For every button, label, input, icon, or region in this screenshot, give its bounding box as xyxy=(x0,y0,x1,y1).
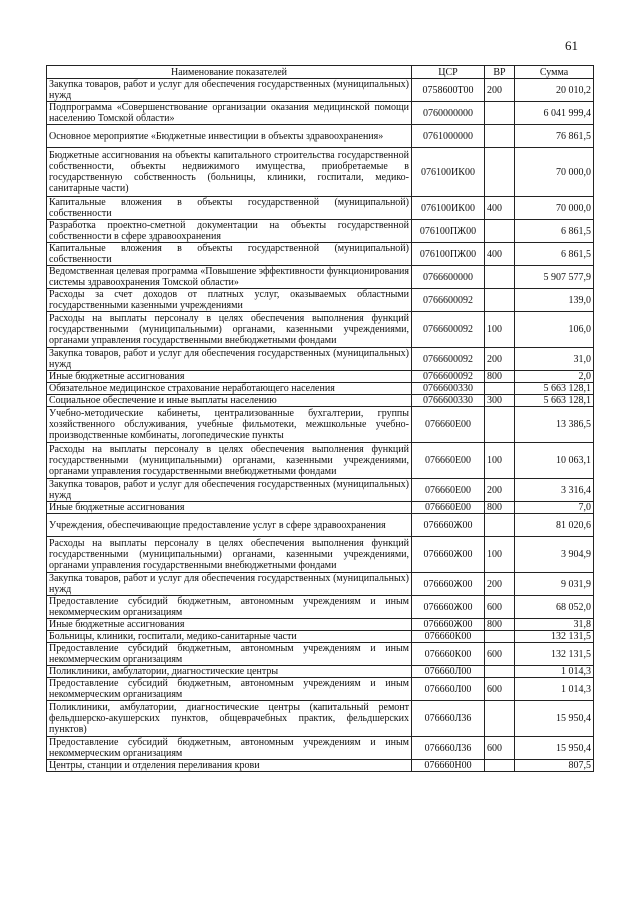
row-sum: 70 000,0 xyxy=(515,197,594,220)
row-csr: 076660Ж00 xyxy=(412,596,485,619)
table-row xyxy=(47,371,594,383)
row-vr: 800 xyxy=(485,502,515,514)
table-row xyxy=(47,537,594,573)
row-vr xyxy=(485,631,515,643)
row-vr: 200 xyxy=(485,573,515,596)
row-name: Предоставление субсидий бюджетным, автономным учреждениям и иным некоммерческим организациям xyxy=(47,737,412,760)
row-name: Закупка товаров, работ и услуг для обеспечения государственных (муниципальных) нужд xyxy=(47,348,412,371)
row-vr xyxy=(485,125,515,148)
row-name: Иные бюджетные ассигнования xyxy=(47,502,412,514)
row-sum: 76 861,5 xyxy=(515,125,594,148)
table-row xyxy=(47,666,594,678)
row-sum: 20 010,2 xyxy=(515,79,594,102)
row-vr xyxy=(485,666,515,678)
row-sum: 139,0 xyxy=(515,289,594,312)
row-name: Центры, станции и отделения переливания крови xyxy=(47,760,412,772)
row-name: Закупка товаров, работ и услуг для обеспечения государственных (муниципальных) нужд xyxy=(47,79,412,102)
row-sum: 6 861,5 xyxy=(515,220,594,243)
row-csr: 076660Ж00 xyxy=(412,619,485,631)
row-vr: 200 xyxy=(485,348,515,371)
table-row xyxy=(47,348,594,371)
row-vr: 200 xyxy=(485,79,515,102)
row-csr: 076660К00 xyxy=(412,643,485,666)
row-vr xyxy=(485,220,515,243)
table-row xyxy=(47,737,594,760)
header-name: Наименование показателей xyxy=(47,66,412,79)
row-name: Подпрограмма «Совершенствование организации оказания медицинской помощи населению Томской области» xyxy=(47,102,412,125)
table-row xyxy=(47,596,594,619)
row-csr: 0766600092 xyxy=(412,312,485,348)
row-vr: 600 xyxy=(485,643,515,666)
row-csr: 076660Л00 xyxy=(412,666,485,678)
row-name: Учреждения, обеспечивающие предоставление услуг в сфере здравоохранения xyxy=(47,514,412,537)
table-row xyxy=(47,266,594,289)
page-number: 61 xyxy=(565,38,578,53)
table-row xyxy=(47,312,594,348)
row-csr: 076660К00 xyxy=(412,631,485,643)
table-row xyxy=(47,220,594,243)
row-csr: 0758600Т00 xyxy=(412,79,485,102)
row-csr: 076660Л36 xyxy=(412,701,485,737)
row-vr: 100 xyxy=(485,443,515,479)
row-csr: 076660Е00 xyxy=(412,479,485,502)
header-sum: Сумма xyxy=(515,66,594,79)
row-name: Расходы на выплаты персоналу в целях обеспечения выполнения функций государственными (муниципальными) органами, казенными учреждениями, органами управления государственными внебюджетными фондами xyxy=(47,312,412,348)
row-name: Разработка проектно-сметной документации на объекты государственной собственности в сфере здравоохранения xyxy=(47,220,412,243)
row-name: Предоставление субсидий бюджетным, автономным учреждениям и иным некоммерческим организациям xyxy=(47,643,412,666)
table-row xyxy=(47,148,594,197)
row-name: Бюджетные ассигнования на объекты капитального строительства государственной собственности, объекты недвижимого имущества, приобретаемые в государственную собственность (больницы, клиники, госпитали, медико-санитарные части) xyxy=(47,148,412,197)
row-name: Учебно-методические кабинеты, централизованные бухгалтерии, группы хозяйственного обслуживания, учебные фильмотеки, межшкольные учебно-производственные комбинаты, логопедические пункты xyxy=(47,407,412,443)
row-csr: 076660Е00 xyxy=(412,443,485,479)
row-vr: 800 xyxy=(485,619,515,631)
row-sum: 9 031,9 xyxy=(515,573,594,596)
row-csr: 0760000000 xyxy=(412,102,485,125)
row-sum: 15 950,4 xyxy=(515,737,594,760)
row-csr: 076660Н00 xyxy=(412,760,485,772)
row-sum: 3 316,4 xyxy=(515,479,594,502)
row-vr xyxy=(485,148,515,197)
row-csr: 076660Л36 xyxy=(412,737,485,760)
table-row xyxy=(47,619,594,631)
row-vr: 200 xyxy=(485,479,515,502)
row-name: Иные бюджетные ассигнования xyxy=(47,371,412,383)
row-vr xyxy=(485,407,515,443)
row-csr: 076100ПЖ00 xyxy=(412,243,485,266)
table-body xyxy=(47,79,594,772)
row-sum: 106,0 xyxy=(515,312,594,348)
row-name: Закупка товаров, работ и услуг для обеспечения государственных (муниципальных) нужд xyxy=(47,573,412,596)
row-sum: 6 861,5 xyxy=(515,243,594,266)
table-row xyxy=(47,289,594,312)
row-name: Закупка товаров, работ и услуг для обеспечения государственных (муниципальных) нужд xyxy=(47,479,412,502)
table-row xyxy=(47,243,594,266)
row-vr: 100 xyxy=(485,312,515,348)
row-sum: 15 950,4 xyxy=(515,701,594,737)
row-vr: 600 xyxy=(485,596,515,619)
table-row xyxy=(47,631,594,643)
row-csr: 0766600330 xyxy=(412,383,485,395)
table-row xyxy=(47,573,594,596)
row-sum: 13 386,5 xyxy=(515,407,594,443)
row-name: Поликлиники, амбулатории, диагностические центры xyxy=(47,666,412,678)
table-row xyxy=(47,383,594,395)
table-row xyxy=(47,443,594,479)
row-csr: 0766600092 xyxy=(412,371,485,383)
header-csr: ЦСР xyxy=(412,66,485,79)
row-sum: 70 000,0 xyxy=(515,148,594,197)
row-vr: 600 xyxy=(485,737,515,760)
row-vr: 400 xyxy=(485,243,515,266)
row-sum: 10 063,1 xyxy=(515,443,594,479)
row-sum: 807,5 xyxy=(515,760,594,772)
table-row xyxy=(47,502,594,514)
row-vr: 600 xyxy=(485,678,515,701)
table-header-row xyxy=(47,66,594,79)
table-row xyxy=(47,102,594,125)
row-sum: 132 131,5 xyxy=(515,631,594,643)
table-row xyxy=(47,643,594,666)
row-name: Поликлиники, амбулатории, диагностические центры (капитальный ремонт фельдшерско-акушерских пунктов, общеврачебных практик, фельдшерских пунктов) xyxy=(47,701,412,737)
row-sum: 31,0 xyxy=(515,348,594,371)
table-row xyxy=(47,395,594,407)
row-sum: 5 663 128,1 xyxy=(515,383,594,395)
table-row xyxy=(47,678,594,701)
row-name: Больницы, клиники, госпитали, медико-санитарные части xyxy=(47,631,412,643)
table-row xyxy=(47,701,594,737)
row-name: Социальное обеспечение и иные выплаты населению xyxy=(47,395,412,407)
row-sum: 2,0 xyxy=(515,371,594,383)
row-name: Расходы на выплаты персоналу в целях обеспечения выполнения функций государственными (муниципальными) органами, казенными учреждениями, органами управления государственными внебюджетными фондами xyxy=(47,537,412,573)
row-name: Предоставление субсидий бюджетным, автономным учреждениям и иным некоммерческим организациям xyxy=(47,596,412,619)
row-vr xyxy=(485,514,515,537)
row-csr: 0766600092 xyxy=(412,348,485,371)
row-name: Расходы за счет доходов от платных услуг, оказываемых областными государственными казенными учреждениями xyxy=(47,289,412,312)
row-sum: 5 907 577,9 xyxy=(515,266,594,289)
table-row xyxy=(47,79,594,102)
row-vr xyxy=(485,102,515,125)
row-sum: 6 041 999,4 xyxy=(515,102,594,125)
table-row xyxy=(47,407,594,443)
row-vr xyxy=(485,289,515,312)
row-csr: 076660Ж00 xyxy=(412,537,485,573)
budget-table xyxy=(46,65,594,772)
row-name: Расходы на выплаты персоналу в целях обеспечения выполнения функций государственными (муниципальными) органами, казенными учреждениями, органами управления государственными внебюджетными фондами xyxy=(47,443,412,479)
row-vr xyxy=(485,383,515,395)
row-csr: 076660Ж00 xyxy=(412,514,485,537)
row-csr: 076100ИК00 xyxy=(412,148,485,197)
table-row xyxy=(47,479,594,502)
row-name: Иные бюджетные ассигнования xyxy=(47,619,412,631)
row-csr: 076660Ж00 xyxy=(412,573,485,596)
row-name: Основное мероприятие «Бюджетные инвестиции в объекты здравоохранения» xyxy=(47,125,412,148)
row-sum: 1 014,3 xyxy=(515,678,594,701)
row-sum: 68 052,0 xyxy=(515,596,594,619)
row-vr: 300 xyxy=(485,395,515,407)
row-vr xyxy=(485,701,515,737)
row-sum: 81 020,6 xyxy=(515,514,594,537)
row-name: Ведомственная целевая программа «Повышение эффективности функционирования системы здравоохранения Томской области» xyxy=(47,266,412,289)
row-csr: 076660Е00 xyxy=(412,407,485,443)
row-vr: 400 xyxy=(485,197,515,220)
row-csr: 076660Е00 xyxy=(412,502,485,514)
row-sum: 132 131,5 xyxy=(515,643,594,666)
row-sum: 31,8 xyxy=(515,619,594,631)
row-vr xyxy=(485,760,515,772)
row-vr: 100 xyxy=(485,537,515,573)
table-row xyxy=(47,125,594,148)
table-row xyxy=(47,197,594,220)
row-csr: 0766600000 xyxy=(412,266,485,289)
header-vr: ВР xyxy=(485,66,515,79)
row-csr: 076100ИК00 xyxy=(412,197,485,220)
table-row xyxy=(47,514,594,537)
row-vr: 800 xyxy=(485,371,515,383)
table-row xyxy=(47,760,594,772)
row-vr xyxy=(485,266,515,289)
row-csr: 0766600330 xyxy=(412,395,485,407)
row-csr: 076660Л00 xyxy=(412,678,485,701)
row-name: Капитальные вложения в объекты государственной (муниципальной) собственности xyxy=(47,197,412,220)
row-name: Обязательное медицинское страхование неработающего населения xyxy=(47,383,412,395)
row-csr: 076100ПЖ00 xyxy=(412,220,485,243)
row-name: Капитальные вложения в объекты государственной (муниципальной) собственности xyxy=(47,243,412,266)
row-sum: 1 014,3 xyxy=(515,666,594,678)
row-csr: 0766600092 xyxy=(412,289,485,312)
row-sum: 5 663 128,1 xyxy=(515,395,594,407)
row-name: Предоставление субсидий бюджетным, автономным учреждениям и иным некоммерческим организациям xyxy=(47,678,412,701)
row-sum: 3 904,9 xyxy=(515,537,594,573)
row-csr: 0761000000 xyxy=(412,125,485,148)
row-sum: 7,0 xyxy=(515,502,594,514)
